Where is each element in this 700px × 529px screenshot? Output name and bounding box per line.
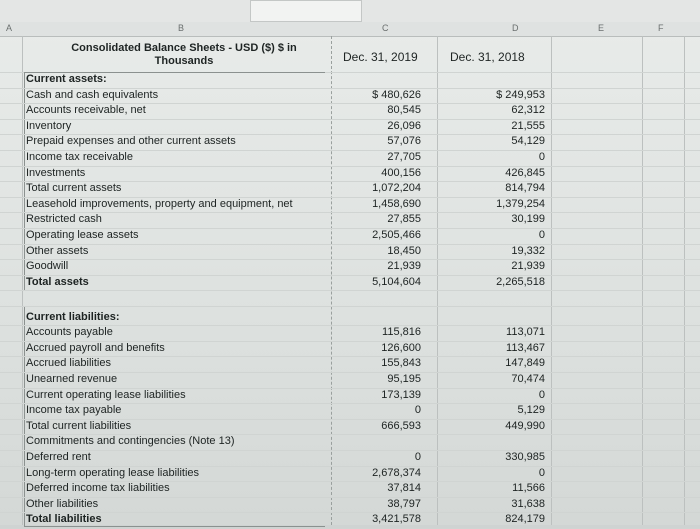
- row-label[interactable]: Inventory: [26, 119, 72, 132]
- cell-2019[interactable]: 27,705: [387, 151, 421, 163]
- row-label[interactable]: Accounts payable: [26, 326, 113, 339]
- cell-2019[interactable]: 38,797: [387, 497, 421, 510]
- row-label[interactable]: Income tax payable: [26, 404, 122, 417]
- cell-2019[interactable]: 0: [414, 404, 421, 417]
- row-label[interactable]: Leasehold improvements, property and equipment, net: [26, 197, 293, 210]
- cell-2018[interactable]: 30,199: [511, 213, 545, 226]
- cell-2019[interactable]: 57,076: [387, 135, 421, 148]
- column-header-2018: Dec. 31, 2018: [450, 50, 525, 64]
- cell-2019[interactable]: 0: [414, 450, 421, 463]
- cell-2018[interactable]: 11,566: [512, 482, 545, 495]
- name-box[interactable]: [250, 0, 362, 22]
- cell-2018[interactable]: 0: [538, 388, 545, 401]
- column-header-2019: Dec. 31, 2019: [343, 50, 418, 64]
- grid-line: [0, 290, 700, 291]
- column-letter[interactable]: B: [178, 23, 185, 33]
- cell-2019[interactable]: 115,816: [382, 326, 421, 339]
- cell-2018[interactable]: 2,265,518: [496, 275, 545, 288]
- cell-2018[interactable]: 21,555: [511, 119, 545, 132]
- row-label[interactable]: Income tax receivable: [26, 151, 133, 163]
- row-label[interactable]: Total liabilities: [26, 513, 102, 526]
- row-label[interactable]: Other assets: [26, 244, 89, 257]
- cell-2018[interactable]: 814,794: [505, 182, 545, 195]
- grid-line: [22, 36, 23, 525]
- cell-2018[interactable]: 113,071: [506, 326, 545, 339]
- cell-2018[interactable]: 5,129: [517, 404, 545, 417]
- row-label[interactable]: Cash and cash equivalents: [26, 88, 159, 101]
- cell-2019[interactable]: $ 480,626: [372, 88, 421, 101]
- row-label[interactable]: Total assets: [26, 275, 89, 288]
- column-letter[interactable]: F: [658, 23, 664, 33]
- cell-2018[interactable]: 54,129: [511, 135, 545, 148]
- grid-line: [551, 36, 552, 525]
- row-label[interactable]: Long-term operating lease liabilities: [26, 466, 200, 479]
- row-label[interactable]: Investments: [26, 166, 86, 179]
- cell-2019[interactable]: 95,195: [387, 372, 421, 385]
- cell-2019[interactable]: 1,458,690: [372, 197, 421, 210]
- row-label[interactable]: Accrued payroll and benefits: [26, 341, 165, 354]
- cell-2018[interactable]: 449,990: [505, 419, 545, 432]
- grid-line: [437, 36, 438, 525]
- cell-2019[interactable]: 27,855: [387, 213, 421, 226]
- cell-2019[interactable]: 5,104,604: [372, 275, 421, 288]
- cell-2018[interactable]: 70,474: [511, 372, 545, 385]
- column-letter[interactable]: D: [512, 23, 519, 33]
- cell-2018[interactable]: 0: [538, 229, 545, 241]
- cell-2018[interactable]: 330,985: [505, 450, 545, 463]
- row-label[interactable]: Current operating lease liabilities: [26, 388, 186, 401]
- grid-line: [642, 36, 643, 525]
- cell-2019[interactable]: 2,678,374: [372, 466, 421, 479]
- cell-2018[interactable]: 426,845: [505, 166, 545, 179]
- row-label[interactable]: Goodwill: [26, 260, 69, 273]
- cell-2019[interactable]: 80,545: [387, 104, 421, 117]
- cell-2019[interactable]: 21,939: [387, 260, 421, 273]
- cell-2019[interactable]: 2,505,466: [372, 229, 421, 241]
- cell-2018[interactable]: 0: [538, 466, 545, 479]
- cell-2019[interactable]: 666,593: [381, 419, 421, 432]
- cell-2019[interactable]: 155,843: [381, 357, 421, 370]
- cell-2018[interactable]: 62,312: [511, 104, 545, 117]
- cell-2019[interactable]: 37,814: [387, 482, 421, 495]
- cell-2018[interactable]: 0: [538, 151, 545, 163]
- cell-2019[interactable]: 26,096: [387, 119, 421, 132]
- grid-line: [684, 36, 685, 525]
- column-letter[interactable]: A: [6, 23, 13, 33]
- cell-2019[interactable]: 173,139: [381, 388, 421, 401]
- cell-2019[interactable]: 18,450: [387, 244, 421, 257]
- cell-2019[interactable]: 126,600: [381, 341, 421, 354]
- cell-2018[interactable]: $ 249,953: [496, 88, 545, 101]
- row-label[interactable]: Commitments and contingencies (Note 13): [26, 435, 235, 448]
- cell-2018[interactable]: 147,849: [505, 357, 545, 370]
- sheet-title: Consolidated Balance Sheets - USD ($) $ in Thousands: [71, 42, 297, 67]
- row-label[interactable]: Deferred rent: [26, 450, 91, 463]
- row-label[interactable]: Total current liabilities: [26, 419, 132, 432]
- cell-2018[interactable]: 19,332: [511, 244, 545, 257]
- cell-2019[interactable]: 400,156: [381, 166, 421, 179]
- row-label[interactable]: Deferred income tax liabilities: [26, 482, 170, 495]
- row-label[interactable]: Total current assets: [26, 182, 122, 195]
- row-label[interactable]: Accounts receivable, net: [26, 104, 146, 117]
- row-label[interactable]: Operating lease assets: [26, 229, 139, 241]
- cell-2018[interactable]: 31,638: [511, 497, 545, 510]
- formula-bar-area: [0, 0, 700, 22]
- row-label[interactable]: Unearned revenue: [26, 372, 118, 385]
- row-label[interactable]: Current assets:: [26, 73, 107, 85]
- cell-2018[interactable]: 1,379,254: [496, 197, 545, 210]
- grid-line: [0, 306, 700, 307]
- row-label[interactable]: Restricted cash: [26, 213, 102, 226]
- column-header-strip: [0, 22, 700, 37]
- row-label[interactable]: Accrued liabilities: [26, 357, 111, 370]
- cell-2019[interactable]: 3,421,578: [372, 513, 421, 526]
- row-label[interactable]: Prepaid expenses and other current assets: [26, 135, 236, 148]
- row-label[interactable]: Current liabilities:: [26, 310, 120, 323]
- row-label[interactable]: Other liabilities: [26, 497, 99, 510]
- cell-2019[interactable]: 1,072,204: [372, 182, 421, 195]
- cell-2018[interactable]: 21,939: [511, 260, 545, 273]
- cell-2018[interactable]: 113,467: [506, 341, 545, 354]
- column-letter[interactable]: C: [382, 23, 389, 33]
- cell-2018[interactable]: 824,179: [505, 513, 545, 526]
- column-letter[interactable]: E: [598, 23, 605, 33]
